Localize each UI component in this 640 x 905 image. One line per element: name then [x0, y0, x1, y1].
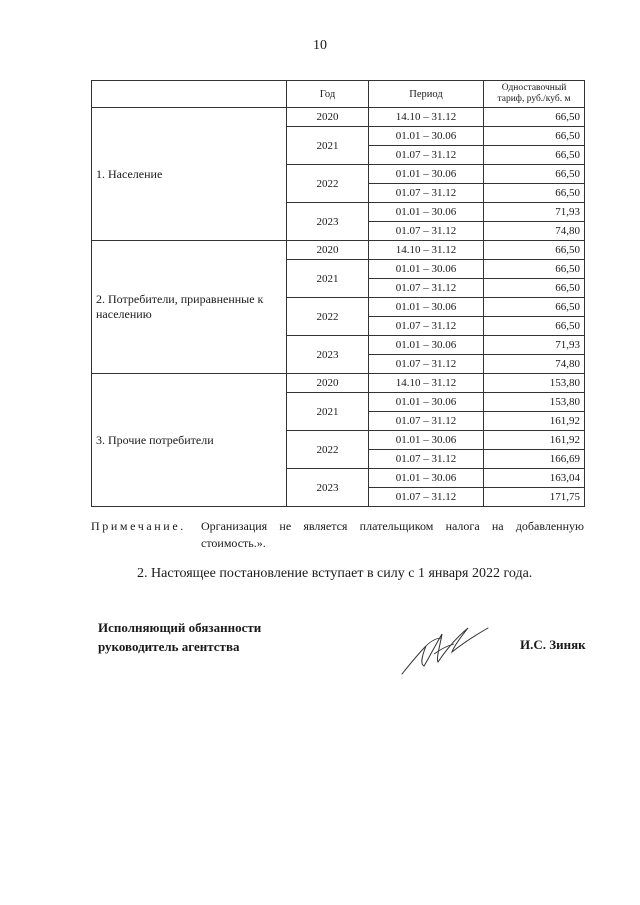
year-cell: 2022 [287, 298, 369, 336]
signatory-title [98, 618, 261, 656]
period-cell: 14.10 – 31.12 [369, 374, 484, 393]
period-cell: 01.01 – 30.06 [369, 165, 484, 184]
period-cell: 01.01 – 30.06 [369, 127, 484, 146]
year-cell: 2023 [287, 336, 369, 374]
tariff-cell: 66,50 [484, 146, 585, 165]
tariff-cell: 71,93 [484, 203, 585, 222]
period-cell: 01.01 – 30.06 [369, 298, 484, 317]
tariff-cell: 66,50 [484, 279, 585, 298]
period-cell: 01.07 – 31.12 [369, 450, 484, 469]
tariff-cell: 161,92 [484, 431, 585, 450]
table-header-row [92, 81, 585, 108]
year-cell: 2022 [287, 431, 369, 469]
header-year: Год [287, 81, 369, 108]
table-row [92, 241, 585, 260]
period-cell: 01.01 – 30.06 [369, 393, 484, 412]
tariff-cell: 66,50 [484, 184, 585, 203]
tariff-cell: 74,80 [484, 355, 585, 374]
tariff-cell: 66,50 [484, 241, 585, 260]
year-cell: 2020 [287, 374, 369, 393]
period-cell: 01.01 – 30.06 [369, 469, 484, 488]
tariff-cell: 71,93 [484, 336, 585, 355]
year-cell: 2023 [287, 203, 369, 241]
header-tariff-line1: Одноставочный [501, 83, 567, 93]
header-period: Период [369, 81, 484, 108]
consumer-group-label: 2. Потребители, приравненные к населению [92, 241, 287, 374]
period-cell: 01.07 – 31.12 [369, 146, 484, 165]
tariff-cell: 171,75 [484, 488, 585, 507]
period-cell: 01.07 – 31.12 [369, 412, 484, 431]
period-cell: 01.07 – 31.12 [369, 184, 484, 203]
note-text: Организация не является плательщиком налога на добавленную стоимость.». [201, 519, 584, 550]
tariff-cell: 161,92 [484, 412, 585, 431]
clause-2: 2. Настоящее постановление вступает в силу с 1 января 2022 года. [137, 566, 533, 581]
tariff-cell: 66,50 [484, 317, 585, 336]
signatory-title-line2: руководитель агентства [98, 639, 240, 654]
signatory-name: И.С. Зиняк [520, 637, 586, 652]
period-cell: 01.07 – 31.12 [369, 279, 484, 298]
header-group [92, 81, 287, 108]
period-cell: 01.07 – 31.12 [369, 488, 484, 507]
year-cell: 2020 [287, 108, 369, 127]
tariff-cell: 66,50 [484, 165, 585, 184]
tariff-cell: 153,80 [484, 393, 585, 412]
consumer-group-label: 3. Прочие потребители [92, 374, 287, 507]
table-row [92, 374, 585, 393]
period-cell: 01.01 – 30.06 [369, 203, 484, 222]
year-cell: 2021 [287, 393, 369, 431]
period-cell: 01.01 – 30.06 [369, 260, 484, 279]
tariff-cell: 153,80 [484, 374, 585, 393]
period-cell: 01.01 – 30.06 [369, 336, 484, 355]
year-cell: 2021 [287, 260, 369, 298]
tariff-cell: 66,50 [484, 108, 585, 127]
header-tariff-line2: тариф, руб./куб. м [497, 94, 571, 104]
note-label: Примечание. [91, 519, 186, 533]
signatory-title-line1: Исполняющий обязанности [98, 620, 262, 635]
period-cell: 01.01 – 30.06 [369, 431, 484, 450]
tariff-cell: 66,50 [484, 260, 585, 279]
tariff-cell: 74,80 [484, 222, 585, 241]
consumer-group-label: 1. Население [92, 108, 287, 241]
year-cell: 2022 [287, 165, 369, 203]
period-cell: 01.07 – 31.12 [369, 355, 484, 374]
period-cell: 14.10 – 31.12 [369, 108, 484, 127]
tariff-cell: 66,50 [484, 298, 585, 317]
tariff-cell: 163,04 [484, 469, 585, 488]
table-row [92, 108, 585, 127]
year-cell: 2020 [287, 241, 369, 260]
period-cell: 01.07 – 31.12 [369, 317, 484, 336]
period-cell: 14.10 – 31.12 [369, 241, 484, 260]
header-tariff [484, 81, 585, 108]
tariff-table [91, 80, 585, 507]
tariff-cell: 166,69 [484, 450, 585, 469]
handwritten-signature [396, 616, 496, 680]
year-cell: 2023 [287, 469, 369, 507]
page-number: 10 [313, 38, 327, 53]
year-cell: 2021 [287, 127, 369, 165]
period-cell: 01.07 – 31.12 [369, 222, 484, 241]
tariff-cell: 66,50 [484, 127, 585, 146]
table-body [92, 108, 585, 507]
